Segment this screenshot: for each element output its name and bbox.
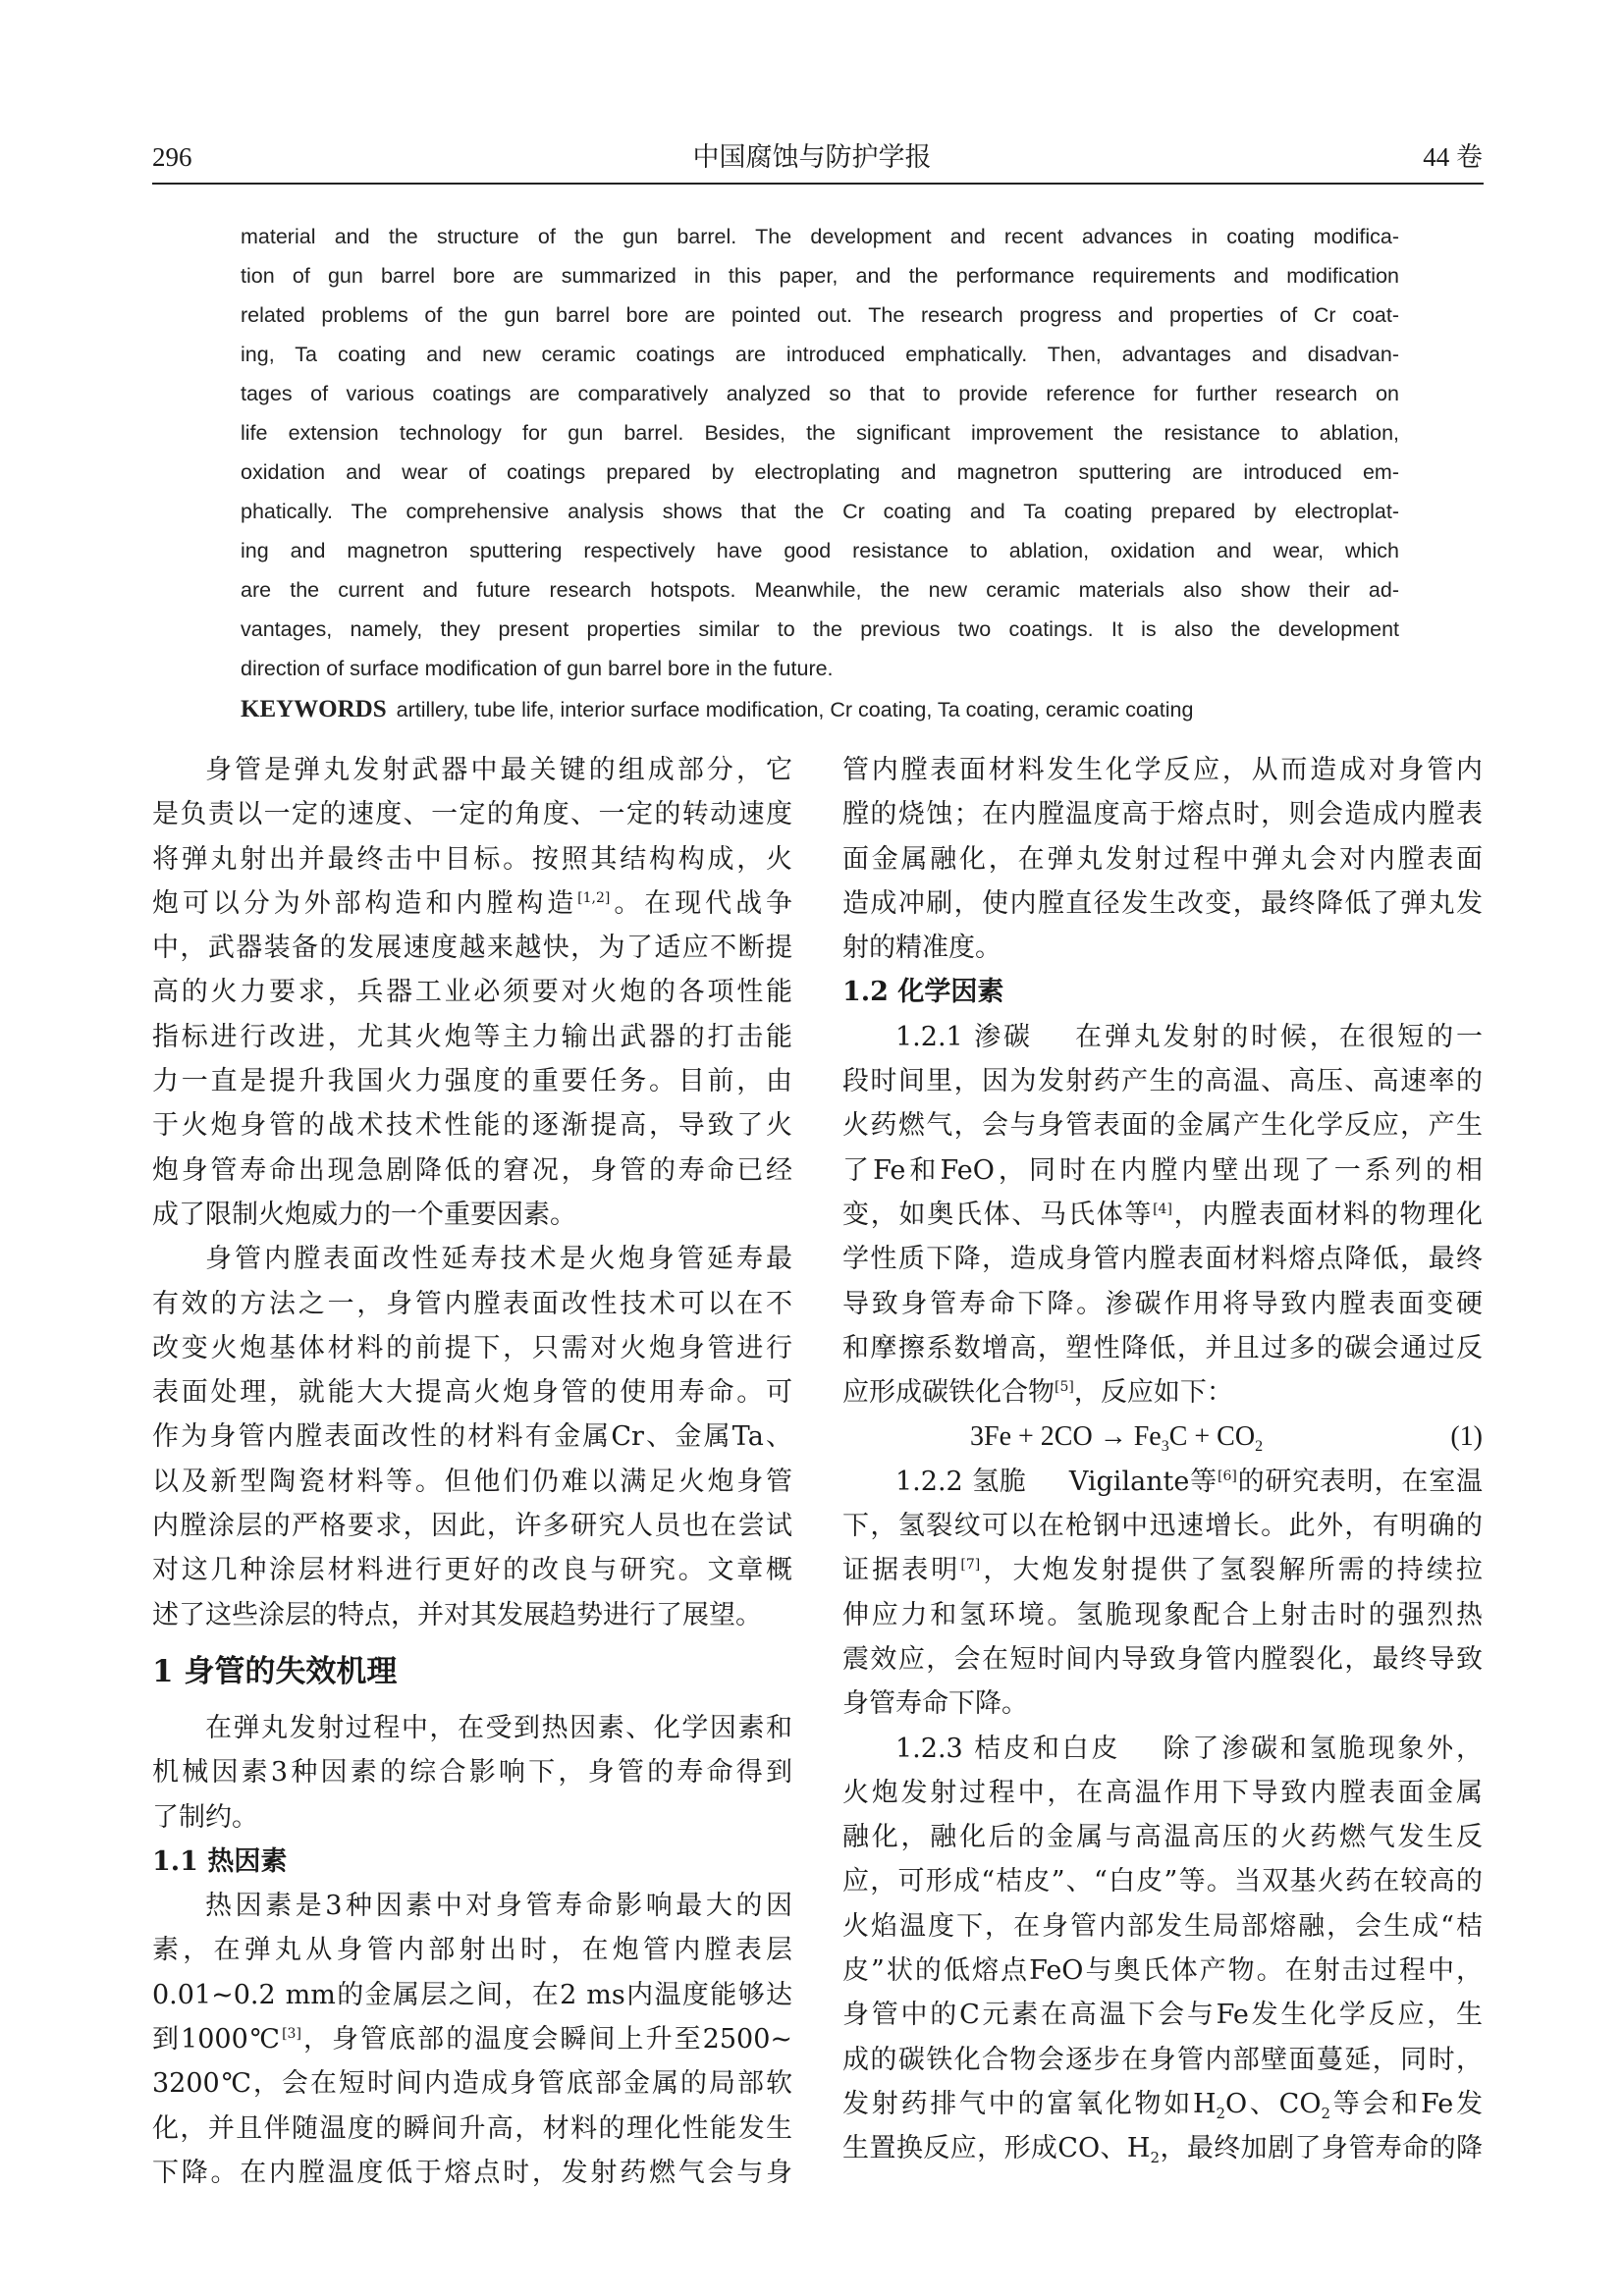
text-line: 应，可形成“桔皮”、“白皮”等。当双基火药在较高的 — [842, 1866, 1483, 1897]
text-segment: 变，如奥氏体、马氏体等 — [842, 1199, 1154, 1230]
left-column — [152, 748, 792, 2195]
text-segment: 炮可以分为外部构造和内膛构造 — [152, 887, 578, 919]
text-line: 内膛涂层的严格要求，因此，许多研究人员也在尝试 — [152, 1511, 792, 1542]
text-segment: 证据表明 — [842, 1555, 961, 1586]
text-line: 身管是弹丸发射武器中最关键的组成部分，它 — [205, 755, 792, 785]
paragraph — [152, 748, 792, 1237]
text-line: 改变火炮基体材料的前提下，只需对火炮身管进行 — [152, 1332, 792, 1363]
abstract-line: ing, Ta coating and new ceramic coatings are introduced emphatically. Then, advantages and disadvan- — [241, 343, 1399, 366]
text-line: 融化，融化后的金属与高温高压的火药燃气发生反 — [842, 1822, 1483, 1853]
text-line: 了Fe和FeO，同时在内膛内壁出现了一系列的相 — [842, 1154, 1483, 1186]
citation-ref: [6] — [1217, 1468, 1237, 1484]
abstract-line: tion of gun barrel bore are summarized in this paper, and the performance requirements and modification — [241, 264, 1399, 288]
text-line: 射的精准度。 — [842, 933, 1001, 964]
text-segment: ，反应如下： — [1073, 1377, 1233, 1409]
paragraph — [842, 1015, 1483, 1415]
text-line: 火炮发射过程中，在高温作用下导致内膛表面金属 — [842, 1777, 1483, 1808]
text-line — [842, 1460, 1483, 1504]
run-in-heading: 1.2.2 氢脆 — [895, 1466, 1027, 1497]
equation-body — [970, 1415, 1263, 1459]
citation-ref: [3] — [282, 2026, 301, 2043]
text-segment: 发射药排气中的富氧化物如H — [842, 2088, 1217, 2119]
text-line: 身管中的C元素在高温下会与Fe发生化学反应，生 — [842, 2000, 1483, 2031]
text-line: 炮身管寿命出现急剧降低的窘况，身管的寿命已经 — [152, 1154, 792, 1186]
subscript: 2 — [1321, 2104, 1331, 2122]
text-line: 素，在弹丸从身管内部射出时，在炮管内膛表层 — [152, 1935, 792, 1966]
text-line — [152, 881, 792, 926]
text-segment: O、CO — [1225, 2088, 1322, 2119]
subsection-heading: 1.2 化学因素 — [842, 977, 1004, 1008]
text-line: 学性质下降，造成身管内膛表面材料熔点降低，最终 — [842, 1244, 1483, 1275]
run-in-heading: 1.2.3 桔皮和白皮 — [895, 1733, 1121, 1764]
right-column — [842, 748, 1483, 2171]
text-segment: 等会和Fe发 — [1330, 2088, 1483, 2119]
journal-title: 中国腐蚀与防护学报 — [692, 142, 932, 172]
text-line: 指标进行改进，尤其火炮等主力输出武器的打击能 — [152, 1021, 792, 1052]
text-line — [842, 1370, 1483, 1415]
text-segment: 在弹丸发射的时候，在很短的一 — [1075, 1021, 1483, 1052]
subscript: 2 — [1216, 2104, 1226, 2122]
text-line: 对这几种涂层材料进行更好的改良与研究。文章概 — [152, 1555, 792, 1586]
text-line: 机械因素3种因素的综合影响下，身管的寿命得到 — [152, 1757, 792, 1789]
paragraph — [152, 1706, 792, 1840]
abstract-line: life extension technology for gun barrel. Besides, the significant improvement the resistance to ablation, — [241, 421, 1399, 445]
text-line: 导致身管寿命下降。渗碳作用将导致内膛表面变硬 — [842, 1288, 1483, 1319]
text-segment: 应形成碳铁化合物 — [842, 1377, 1055, 1409]
text-segment: 除了渗碳和氢脆现象外， — [1163, 1733, 1483, 1764]
abstract-line: related problems of the gun barrel bore are pointed out. The research progress and properties of Cr coat- — [241, 303, 1399, 327]
keywords-label: KEYWORDS — [241, 696, 387, 722]
citation-ref: [4] — [1153, 1201, 1172, 1217]
text-line: 热因素是3种因素中对身管寿命影响最大的因 — [205, 1891, 792, 1922]
citation-ref: [7] — [960, 1557, 981, 1574]
abstract-line: vantages, namely, they present properties similar to the previous two coatings. It is also the development — [241, 617, 1399, 641]
text-line — [842, 2126, 1483, 2170]
text-segment: ，大炮发射提供了氢裂解所需的持续拉 — [980, 1555, 1484, 1586]
text-line: 膛的烧蚀；在内膛温度高于熔点时，则会造成内膛表 — [842, 799, 1483, 830]
text-line: 作为身管内膛表面改性的材料有金属Cr、金属Ta、 — [152, 1421, 792, 1453]
text-line — [152, 2017, 792, 2061]
subscript: 3 — [1161, 1438, 1169, 1456]
abstract-line: direction of surface modification of gun barrel bore in the future. — [241, 657, 834, 680]
section-heading: 1 身管的失效机理 — [152, 1653, 398, 1689]
text-line: 有效的方法之一，身管内膛表面改性技术可以在不 — [152, 1288, 792, 1319]
keywords-line — [241, 689, 1193, 730]
text-segment: ，身管底部的温度会瞬间上升至2500~ — [300, 2024, 792, 2056]
text-line: 震效应，会在短时间内导致身管内膛裂化，最终导致 — [842, 1643, 1483, 1675]
english-abstract — [241, 217, 1399, 688]
text-line: 管内膛表面材料发生化学反应，从而造成对身管内 — [842, 755, 1483, 785]
text-line — [842, 1015, 1483, 1059]
text-line: 段时间里，因为发射药产生的高温、高压、高速率的 — [842, 1066, 1483, 1097]
text-segment: C + CO — [1168, 1421, 1256, 1453]
text-line: 身管寿命下降。 — [842, 1688, 1028, 1720]
text-line: 皮”状的低熔点FeO与奥氏体产物。在射击过程中， — [842, 1955, 1483, 1987]
subsection-heading: 1.1 热因素 — [152, 1845, 288, 1877]
page-number: 296 — [152, 142, 192, 172]
abstract-line: phatically. The comprehensive analysis shows that the Cr coating and Ta coating prepared by electroplat- — [241, 500, 1399, 523]
text-segment: 。在现代战争 — [610, 887, 793, 919]
text-line — [842, 1548, 1483, 1592]
text-line: 成的碳铁化合物会逐步在身管内部壁面蔓延，同时， — [842, 2044, 1483, 2075]
abstract-line: are the current and future research hotspots. Meanwhile, the new ceramic materials also show their ad- — [241, 578, 1399, 602]
text-line: 以及新型陶瓷材料等。但他们仍难以满足火炮身管 — [152, 1466, 792, 1497]
text-line — [842, 2082, 1483, 2126]
abstract-line: ing and magnetron sputtering respectively have good resistance to ablation, oxidation and wear, which — [241, 539, 1399, 562]
text-line: 下降。在内膛温度低于熔点时，发射药燃气会与身 — [152, 2157, 792, 2188]
header-rule — [152, 183, 1484, 185]
abstract-line: tages of various coatings are comparatively analyzed so that to provide reference for further research on — [241, 382, 1399, 405]
text-line — [842, 1193, 1483, 1237]
paragraph — [842, 1460, 1483, 1727]
keywords-text: artillery, tube life, interior surface modification, Cr coating, Ta coating, ceramic coating — [396, 698, 1194, 721]
text-line: 下，氢裂纹可以在枪钢中迅速增长。此外，有明确的 — [842, 1511, 1483, 1542]
equation-number: (1) — [1450, 1421, 1483, 1453]
text-line: 火药燃气，会与身管表面的金属产生化学反应，产生 — [842, 1110, 1483, 1142]
citation-ref: [5] — [1055, 1379, 1074, 1396]
text-line: 身管内膛表面改性延寿技术是火炮身管延寿最 — [205, 1244, 792, 1275]
citation-ref: [1,2] — [577, 889, 611, 906]
text-line: 0.01~0.2 mm的金属层之间，在2 ms内温度能够达 — [152, 1979, 792, 2010]
volume-label: 44 卷 — [1423, 142, 1483, 172]
paragraph — [152, 1237, 792, 1637]
text-line: 在弹丸发射过程中，在受到热因素、化学因素和 — [205, 1712, 792, 1743]
text-line: 火焰温度下，在身管内部发生局部熔融，会生成“桔 — [842, 1910, 1483, 1942]
text-segment: ，内膛表面材料的物理化 — [1171, 1199, 1483, 1230]
text-line — [842, 1727, 1483, 1771]
text-segment: 生置换反应，形成CO、H — [842, 2133, 1151, 2164]
text-segment: Vigilante等 — [1068, 1466, 1218, 1497]
text-segment: 3Fe + 2CO → Fe — [970, 1421, 1162, 1453]
text-line: 述了这些涂层的特点，并对其发展趋势进行了展望。 — [152, 1599, 762, 1630]
text-segment: ，最终加剧了身管寿命的降 — [1160, 2133, 1483, 2164]
text-line: 3200℃，会在短时间内造成身管底部金属的局部软 — [152, 2068, 792, 2100]
text-line: 于火炮身管的战术技术性能的逐渐提高，导致了火 — [152, 1110, 792, 1142]
paragraph — [152, 1884, 792, 2195]
paragraph — [842, 748, 1483, 970]
subscript: 2 — [1255, 1438, 1264, 1456]
text-line: 高的火力要求，兵器工业必须要对火炮的各项性能 — [152, 977, 792, 1008]
paragraph — [842, 1727, 1483, 2171]
text-line: 伸应力和氢环境。氢脆现象配合上射击时的强烈热 — [842, 1599, 1483, 1630]
text-line: 表面处理，就能大大提高火炮身管的使用寿命。可 — [152, 1377, 792, 1409]
subscript: 2 — [1150, 2149, 1161, 2167]
text-line: 了制约。 — [152, 1801, 258, 1833]
text-segment: 的研究表明，在室温 — [1236, 1466, 1483, 1497]
text-line: 造成冲刷，使内膛直径发生改变，最终降低了弹丸发 — [842, 887, 1483, 919]
text-line: 中，武器装备的发展速度越来越快，为了适应不断提 — [152, 933, 792, 964]
text-line: 是负责以一定的速度、一定的角度、一定的转动速度 — [152, 799, 792, 830]
text-line: 力一直是提升我国火力强度的重要任务。目前，由 — [152, 1066, 792, 1097]
equation — [842, 1415, 1483, 1459]
abstract-line: material and the structure of the gun barrel. The development and recent advances in coating modifica- — [241, 225, 1399, 248]
text-segment: 到1000℃ — [152, 2024, 283, 2056]
run-in-heading: 1.2.1 渗碳 — [895, 1021, 1033, 1052]
text-line: 面金属融化，在弹丸发射过程中弹丸会对内膛表面 — [842, 843, 1483, 875]
text-line: 成了限制火炮威力的一个重要因素。 — [152, 1199, 576, 1230]
abstract-line: oxidation and wear of coatings prepared by electroplating and magnetron sputtering are introduced em- — [241, 460, 1399, 484]
text-line: 将弹丸射出并最终击中目标。按照其结构构成，火 — [152, 843, 792, 875]
text-line: 化，并且伴随温度的瞬间升高，材料的理化性能发生 — [152, 2112, 792, 2144]
text-line: 和摩擦系数增高，塑性降低，并且过多的碳会通过反 — [842, 1332, 1483, 1363]
